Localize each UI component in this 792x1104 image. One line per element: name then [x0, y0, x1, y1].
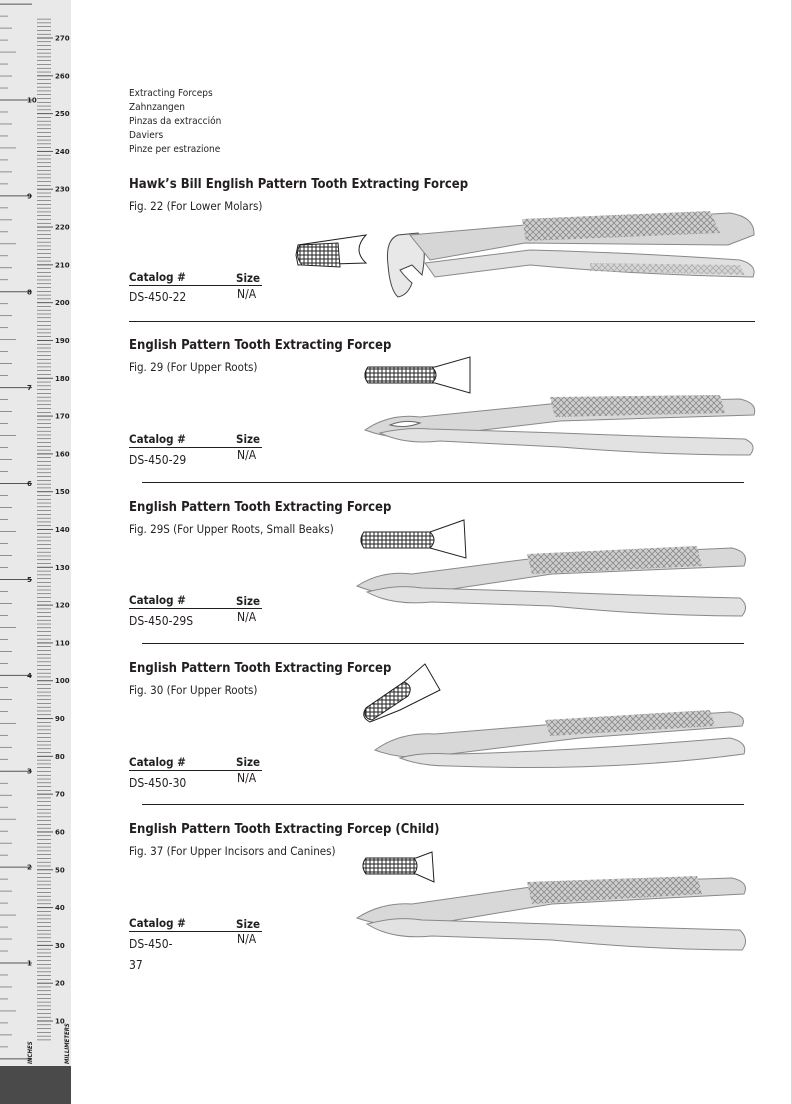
size-header: Size — [236, 432, 261, 446]
mm-label: 60 — [55, 828, 65, 837]
mm-label: 120 — [55, 601, 70, 610]
mm-label: 270 — [55, 34, 70, 43]
mm-label: 230 — [55, 185, 70, 194]
mm-label: 80 — [55, 752, 65, 761]
inch-label: 4 — [27, 671, 32, 680]
mm-label: 200 — [55, 299, 70, 308]
catalog-header: Catalog # — [129, 755, 186, 769]
section-divider — [142, 643, 744, 644]
product-title: English Pattern Tooth Extracting Forcep — [129, 338, 392, 353]
category-name-it: Pinze per estrazione — [129, 144, 221, 155]
ruler-footer-block — [0, 1066, 71, 1104]
section-divider — [142, 482, 744, 483]
size-header: Size — [236, 917, 261, 931]
category-name-de: Zahnzangen — [129, 102, 185, 113]
mm-label: 110 — [55, 639, 70, 648]
inches-label: INCHES — [27, 1041, 34, 1064]
catalog-number: DS-450-22 — [129, 290, 187, 304]
catalog-header: Catalog # — [129, 270, 186, 284]
mm-label: 40 — [55, 904, 65, 913]
product-figure-note: Fig. 22 (For Lower Molars) — [129, 199, 263, 213]
category-name-es: Pinzas da extracción — [129, 116, 222, 127]
header-underline — [129, 285, 262, 286]
mm-label: 240 — [55, 147, 70, 156]
mm-label: 260 — [55, 72, 70, 81]
inch-label: 1 — [27, 959, 32, 968]
category-name-en: Extracting Forceps — [129, 88, 213, 99]
product-title: English Pattern Tooth Extracting Forcep — [129, 661, 392, 676]
forcep-image-fig29 — [360, 355, 760, 465]
category-name-fr: Daviers — [129, 130, 164, 141]
mm-label: 180 — [55, 374, 70, 383]
mm-label: 70 — [55, 790, 65, 799]
mm-label: 150 — [55, 488, 70, 497]
mm-label: 250 — [55, 110, 70, 119]
inch-label: 7 — [27, 384, 32, 393]
product-figure-note: Fig. 29S (For Upper Roots, Small Beaks) — [129, 522, 334, 536]
catalog-number-line1: DS-450- — [129, 937, 173, 951]
forcep-image-fig37 — [352, 850, 752, 962]
ruler-ticks — [0, 0, 71, 1066]
millimeters-label: MILLIMETERS — [64, 1023, 71, 1064]
section-divider — [129, 321, 755, 322]
product-figure-note: Fig. 30 (For Upper Roots) — [129, 683, 258, 697]
catalog-number-line2: 37 — [129, 958, 143, 972]
inch-label: 6 — [27, 480, 32, 489]
product-figure-note: Fig. 37 (For Upper Incisors and Canines) — [129, 844, 336, 858]
mm-label: 190 — [55, 336, 70, 345]
size-header: Size — [236, 271, 261, 285]
mm-label: 30 — [55, 941, 65, 950]
size-header: Size — [236, 594, 261, 608]
mm-label: 90 — [55, 715, 65, 724]
product-title: English Pattern Tooth Extracting Forcep — [129, 500, 392, 515]
mm-label: 10 — [55, 1017, 65, 1026]
forcep-image-fig30 — [360, 662, 752, 782]
inch-label: 2 — [27, 863, 32, 872]
mm-label: 20 — [55, 979, 65, 988]
product-title: English Pattern Tooth Extracting Forcep (Child) — [129, 822, 440, 837]
size-header: Size — [236, 755, 261, 769]
category-names — [129, 87, 221, 157]
mm-label: 220 — [55, 223, 70, 232]
inch-label: 8 — [27, 288, 32, 297]
catalog-number: DS-450-29 — [129, 453, 187, 467]
mm-label: 210 — [55, 261, 70, 270]
mm-label: 140 — [55, 526, 70, 534]
inch-label: 3 — [27, 767, 32, 776]
mm-label: 170 — [55, 412, 70, 421]
size-value: N/A — [237, 448, 257, 462]
catalog-header: Catalog # — [129, 432, 186, 446]
section-divider — [142, 804, 744, 805]
header-underline — [129, 608, 262, 609]
mm-label: 130 — [55, 563, 70, 572]
size-value: N/A — [237, 610, 257, 624]
mm-label: 100 — [55, 677, 70, 686]
inch-label: 5 — [27, 575, 32, 584]
size-value: N/A — [237, 771, 257, 785]
product-figure-note: Fig. 29 (For Upper Roots) — [129, 360, 258, 374]
catalog-header: Catalog # — [129, 916, 186, 930]
measurement-ruler — [0, 0, 71, 1104]
size-value: N/A — [237, 287, 257, 301]
catalog-number: DS-450-30 — [129, 776, 187, 790]
forcep-image-fig22 — [290, 205, 760, 310]
inch-label: 9 — [27, 192, 32, 201]
forcep-image-fig29s — [352, 518, 752, 628]
mm-label: 160 — [55, 450, 70, 459]
mm-label: 50 — [55, 866, 65, 875]
inch-label: 10 — [27, 96, 37, 105]
product-title: Hawk’s Bill English Pattern Tooth Extracting Forcep — [129, 177, 469, 192]
catalog-number: DS-450-29S — [129, 614, 194, 628]
size-value: N/A — [237, 932, 257, 946]
catalog-header: Catalog # — [129, 593, 186, 607]
